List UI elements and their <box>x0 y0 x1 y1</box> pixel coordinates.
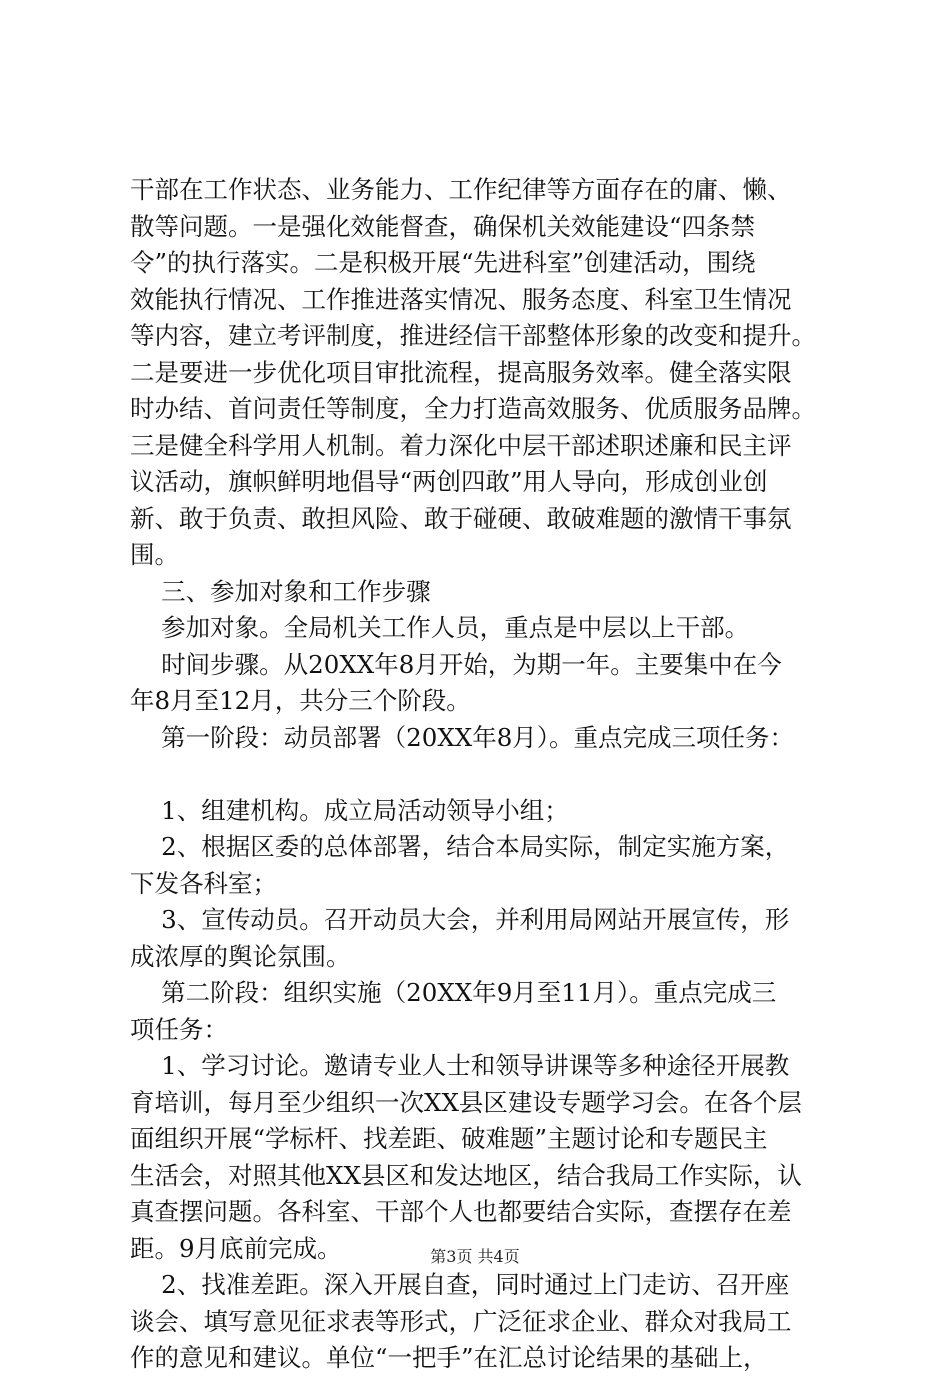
text-line: 二是要进一步优化项目审批流程，提高服务效率。健全落实限 <box>130 357 792 387</box>
text-line: 议活动，旗帜鲜明地倡导“两创四敢”用人导向，形成创业创 <box>130 467 768 496</box>
text-line: 距。9月底前完成。 <box>130 1233 342 1263</box>
blank-line <box>130 756 856 793</box>
text-line: 令”的执行落实。二是积极开展“先进科室”创建活动，围绕 <box>130 248 756 277</box>
text-line: 新、敢于负责、敢担风险、敢于碰硬、敢破难题的激情干事氛 <box>130 503 792 533</box>
text-line: 下发各科室； <box>130 868 277 898</box>
text-line: 时间步骤。从20XX年8月开始，为期一年。主要集中在今 <box>130 649 782 679</box>
text-line: 围。 <box>130 540 179 569</box>
text-line: 项任务： <box>130 1014 228 1044</box>
text-line: 1、学习讨论。邀请专业人士和领导讲课等多种途径开展教 <box>130 1051 790 1080</box>
text-line: 第一阶段：动员部署（20XX年8月）。重点完成三项任务： <box>130 722 795 752</box>
text-line: 1、组建机构。成立局活动领导小组； <box>130 795 569 825</box>
text-line: 2、找准差距。深入开展自查，同时通过上门走访、召开座 <box>130 1270 790 1299</box>
text-line: 谈会、填写意见征求表等形式，广泛征求企业、群众对我局工 <box>130 1306 792 1336</box>
text-line: 2、根据区委的总体部署，结合本局实际，制定实施方案， <box>130 832 790 861</box>
text-line: 散等问题。一是强化效能督查，确保机关效能建设“四条禁 <box>130 211 756 241</box>
text-line: 三、参加对象和工作步骤 <box>130 576 431 606</box>
text-line: 第二阶段：组织实施（20XX年9月至11月）。重点完成三 <box>130 978 777 1007</box>
page-footer: 第3页 共4页 <box>430 1247 520 1266</box>
text-line: 效能执行情况、工作推进落实情况、服务态度、科室卫生情况 <box>130 284 792 314</box>
text-line: 等内容，建立考评制度，推进经信干部整体形象的改变和提升。 <box>130 321 816 350</box>
text-line: 时办结、首问责任等制度，全力打造高效服务、优质服务品牌。 <box>130 394 816 423</box>
text-line: 成浓厚的舆论氛围。 <box>130 941 351 971</box>
text-line: 真查摆问题。各科室、干部个人也都要结合实际，查摆存在差 <box>130 1197 792 1226</box>
text-line: 生活会，对照其他XX县区和发达地区，结合我局工作实际，认 <box>130 1160 802 1190</box>
text-line: 面组织开展“学标杆、找差距、破难题”主题讨论和专题民主 <box>130 1124 768 1153</box>
text-line: 作的意见和建议。单位“一把手”在汇总讨论结果的基础上， <box>130 1343 768 1372</box>
text-line: 年8月至12月，共分三个阶段。 <box>130 686 471 715</box>
text-line: 干部在工作状态、业务能力、工作纪律等方面存在的庸、懒、 <box>130 175 792 204</box>
text-line: 参加对象。全局机关工作人员，重点是中层以上干部。 <box>130 613 750 642</box>
text-line: 三是健全科学用人机制。着力深化中层干部述职述廉和民主评 <box>130 430 792 460</box>
text-line: 3、宣传动员。召开动员大会，并利用局网站开展宣传，形 <box>130 905 790 934</box>
text-line: 育培训，每月至少组织一次XX县区建设专题学习会。在各个层 <box>130 1087 802 1117</box>
document-body <box>130 172 856 1377</box>
